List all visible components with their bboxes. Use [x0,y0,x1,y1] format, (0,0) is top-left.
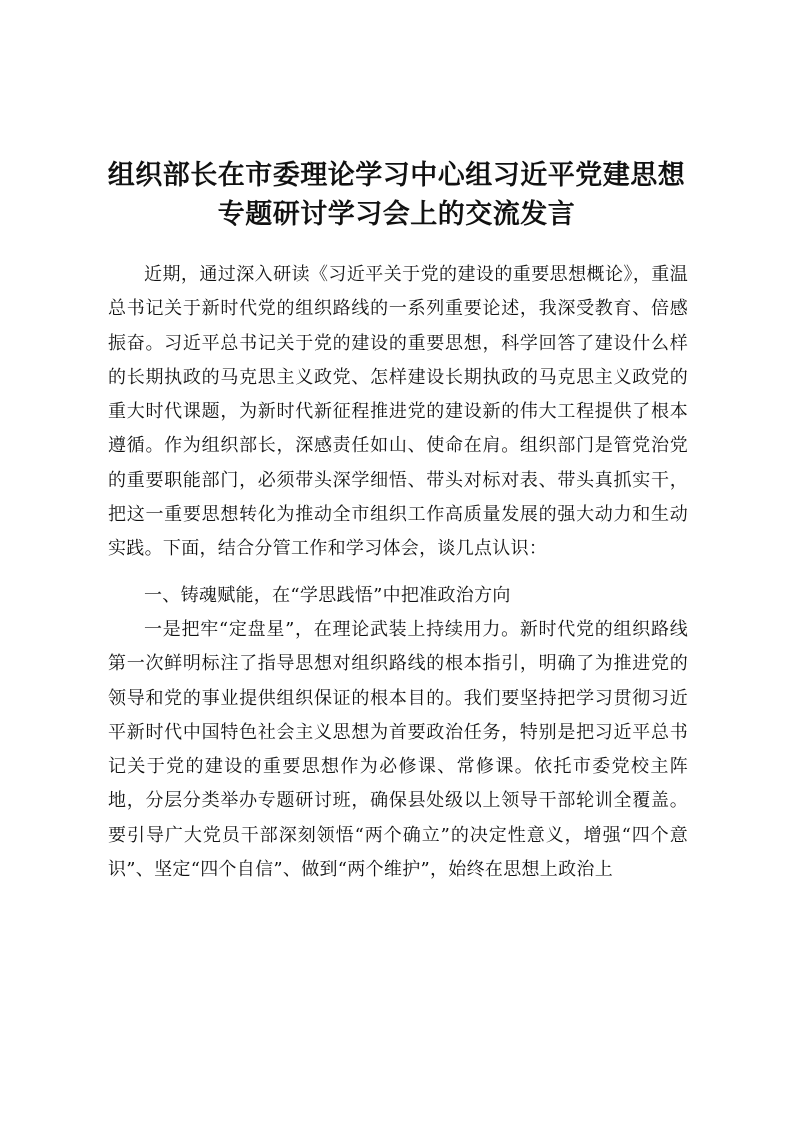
section-paragraph: 一是把牢“定盘星”，在理论武装上持续用力。新时代党的组织路线第一次鲜明标注了指导思想对组织路线的根本指引，明确了为推进党的领导和党的事业提供组织保证的根本目的。我们要坚持把学习贯彻习近平新时代中国特色社会主义思想为首要政治任务，特别是把习近平总书记关于党的建设的重要思想作为必修课、常修课。依托市委党校主阵地，分层分类举办专题研讨班，确保县处级以上领导干部轮训全覆盖。要引导广大党员干部深刻领悟“两个确立”的决定性意义，增强“四个意识”、坚定“四个自信”、做到“两个维护”，始终在思想上政治上 [108,618,688,881]
document-body [108,258,688,887]
intro-paragraph: 近期，通过深入研读《习近平关于党的建设的重要思想概论》，重温总书记关于新时代党的组织路线的一系列重要论述，我深受教育、倍感振奋。习近平总书记关于党的建设的重要思想，科学回答了建设什么样的长期执政的马克思主义政党、怎样建设长期执政的马克思主义政党的重大时代课题，为新时代新征程推进党的建设新的伟大工程提供了根本遵循。作为组织部长，深感责任如山、使命在肩。组织部门是管党治党的重要职能部门，必须带头深学细悟、带头对标对表、带头真抓实干，把这一重要思想转化为推动全市组织工作高质量发展的强大动力和生动实践。下面，结合分管工作和学习体会，谈几点认识： [108,264,688,560]
section-heading: 一、铸魂赋能，在“学思践悟”中把准政治方向 [144,584,511,606]
document-title: 组织部长在市委理论学习中心组习近平党建思想专题研讨学习会上的交流发言 [107,160,686,231]
